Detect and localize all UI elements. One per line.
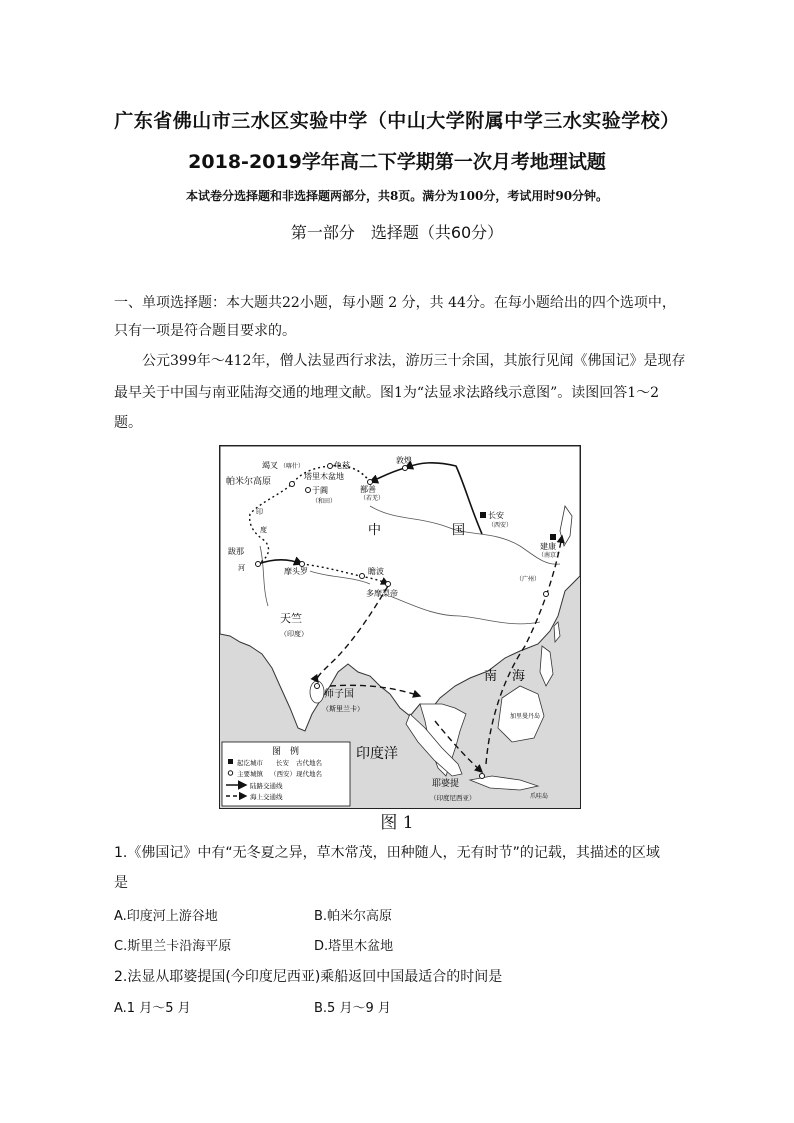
legend-title: 图 例 xyxy=(272,747,300,757)
legend-modern-name: 现代地名 xyxy=(296,770,322,778)
label-tarim: 塔里木盆地 xyxy=(304,472,344,481)
label-tianzhu: 天竺 xyxy=(280,612,302,625)
route-map xyxy=(219,445,581,809)
label-nanhai-2: 海 xyxy=(512,669,526,684)
legend-start-symbol xyxy=(228,759,233,764)
question-1-option-b[interactable]: B.帕米尔高原 xyxy=(314,909,393,924)
label-tamralipti: 多摩梨帝 xyxy=(366,589,398,598)
passage-line1: 公元399年～412年，僧人法显西行求法，游历三十余国，其旅行见闻《佛国记》是现存 xyxy=(142,353,686,369)
town-mathura-marker xyxy=(300,562,305,567)
label-pamir: 帕米尔高原 xyxy=(226,477,272,487)
passage-line2: 最早关于中国与南亚陆海交通的地理文献。图1为“法显求法路线示意图”。读图回答1～2 xyxy=(114,385,660,401)
label-zhong: 中 xyxy=(368,523,382,538)
legend-land-route: 陆路交通线 xyxy=(250,782,283,790)
town-khotan-marker xyxy=(306,488,311,493)
label-yepoti: 耶婆提 xyxy=(432,779,460,789)
label-indian-ocean: 印度洋 xyxy=(356,746,398,762)
question-1-option-c[interactable]: C.斯里兰卡沿海平原 xyxy=(114,939,232,954)
city-jiankang-marker xyxy=(550,534,556,540)
question-2-option-b[interactable]: B.5 月～9 月 xyxy=(314,1001,391,1016)
exam-title-line2: 2018-2019学年高二下学期第一次月考地理试题 xyxy=(188,151,606,173)
question-2-option-a[interactable]: A.1 月～5 月 xyxy=(114,1001,191,1016)
question-1-stem-line2: 是 xyxy=(114,875,128,891)
city-changan-marker xyxy=(480,512,486,518)
label-jiankang-new: （南京） xyxy=(538,552,563,559)
label-shanshan-new: （若羌） xyxy=(360,495,385,502)
question-1-option-a[interactable]: A.印度河上游谷地 xyxy=(114,909,218,924)
label-shizi-new: （斯里兰卡） xyxy=(322,705,364,713)
label-nanhai-1: 南 xyxy=(484,669,498,684)
exam-note: 本试卷分选择题和非选择题两部分，共8页。满分为100分，考试用时90分钟。 xyxy=(185,189,609,203)
label-kashgar-new: （喀什） xyxy=(280,463,305,470)
label-dunhuang: 敦煌 xyxy=(396,456,412,465)
question-1-stem-line1: 1.《佛国记》中有“无冬夏之异，草木常茂，田种随人，无有时节”的记载，其描述的区域 xyxy=(114,845,660,861)
town-kabul-marker xyxy=(256,562,261,567)
legend-changan-sample: 长安 xyxy=(276,759,289,767)
section-intro-line2: 只有一项是符合题目要求的。 xyxy=(114,323,296,339)
town-shanshan-marker xyxy=(368,480,373,485)
label-yepoti-new: （印度尼西亚） xyxy=(430,794,476,802)
exam-title-line1: 广东省佛山市三水区实验中学（中山大学附属中学三水实验学校） xyxy=(114,110,680,132)
figure-caption: 图 1 xyxy=(380,813,414,833)
label-champa: 瞻波 xyxy=(368,567,384,576)
label-river-c: 河 xyxy=(238,564,245,572)
part-heading: 第一部分 选择题（共60分） xyxy=(290,223,504,242)
legend-ancient-name: 古代地名 xyxy=(296,759,322,767)
label-guo: 国 xyxy=(452,523,466,538)
label-changan: 长安 xyxy=(488,511,504,520)
town-kucha-marker xyxy=(328,464,333,469)
label-shizi: 师子国 xyxy=(324,689,354,700)
town-dunhuang-marker xyxy=(403,466,408,471)
legend-xian-sample: （西安） xyxy=(270,770,296,778)
label-river-b: 度 xyxy=(260,526,267,534)
town-tamralipti-marker xyxy=(386,582,391,587)
label-kabul: 跋那 xyxy=(228,547,244,556)
label-guangzhou: （广州） xyxy=(516,576,541,583)
label-jiankang: 建康 xyxy=(540,542,556,551)
label-kalimantan: 加里曼丹岛 xyxy=(510,713,541,720)
label-khotan: 于阗 xyxy=(312,486,328,495)
question-2-stem: 2.法显从耶婆提国(今印度尼西亚)乘船返回中国最适合的时间是 xyxy=(114,969,503,985)
label-river-a: 印 xyxy=(256,508,263,516)
label-mathura: 摩头罗 xyxy=(284,567,308,576)
legend-main-town: 主要城镇 xyxy=(237,770,263,778)
town-guangzhou-marker xyxy=(544,592,549,597)
label-kucha: 龟兹 xyxy=(334,461,350,470)
label-khotan-new: （和田） xyxy=(312,498,337,505)
section-intro-line1: 一、单项选择题：本大题共22小题，每小题 2 分，共 44分。在每小题给出的四个选项中， xyxy=(114,295,676,311)
map-legend xyxy=(222,742,350,806)
town-kashgar-marker xyxy=(290,482,295,487)
label-java: 爪哇岛 xyxy=(530,793,549,800)
question-1-option-d[interactable]: D.塔里木盆地 xyxy=(314,939,394,954)
label-changan-new: （西安） xyxy=(488,522,513,529)
label-shanshan: 鄯善 xyxy=(360,485,376,494)
legend-sea-route: 海上交通线 xyxy=(250,793,283,801)
legend-start-city: 起讫城市 xyxy=(237,759,263,767)
route-map-svg xyxy=(220,446,580,808)
town-champa-marker xyxy=(360,574,365,579)
legend-town-symbol xyxy=(228,771,232,775)
town-shizi-marker xyxy=(315,684,320,689)
passage-line3: 题。 xyxy=(114,415,142,431)
label-tianzhu-new: （印度） xyxy=(280,630,308,638)
town-yepoti-marker xyxy=(480,774,485,779)
label-kashgar: 竭叉 xyxy=(262,461,278,470)
